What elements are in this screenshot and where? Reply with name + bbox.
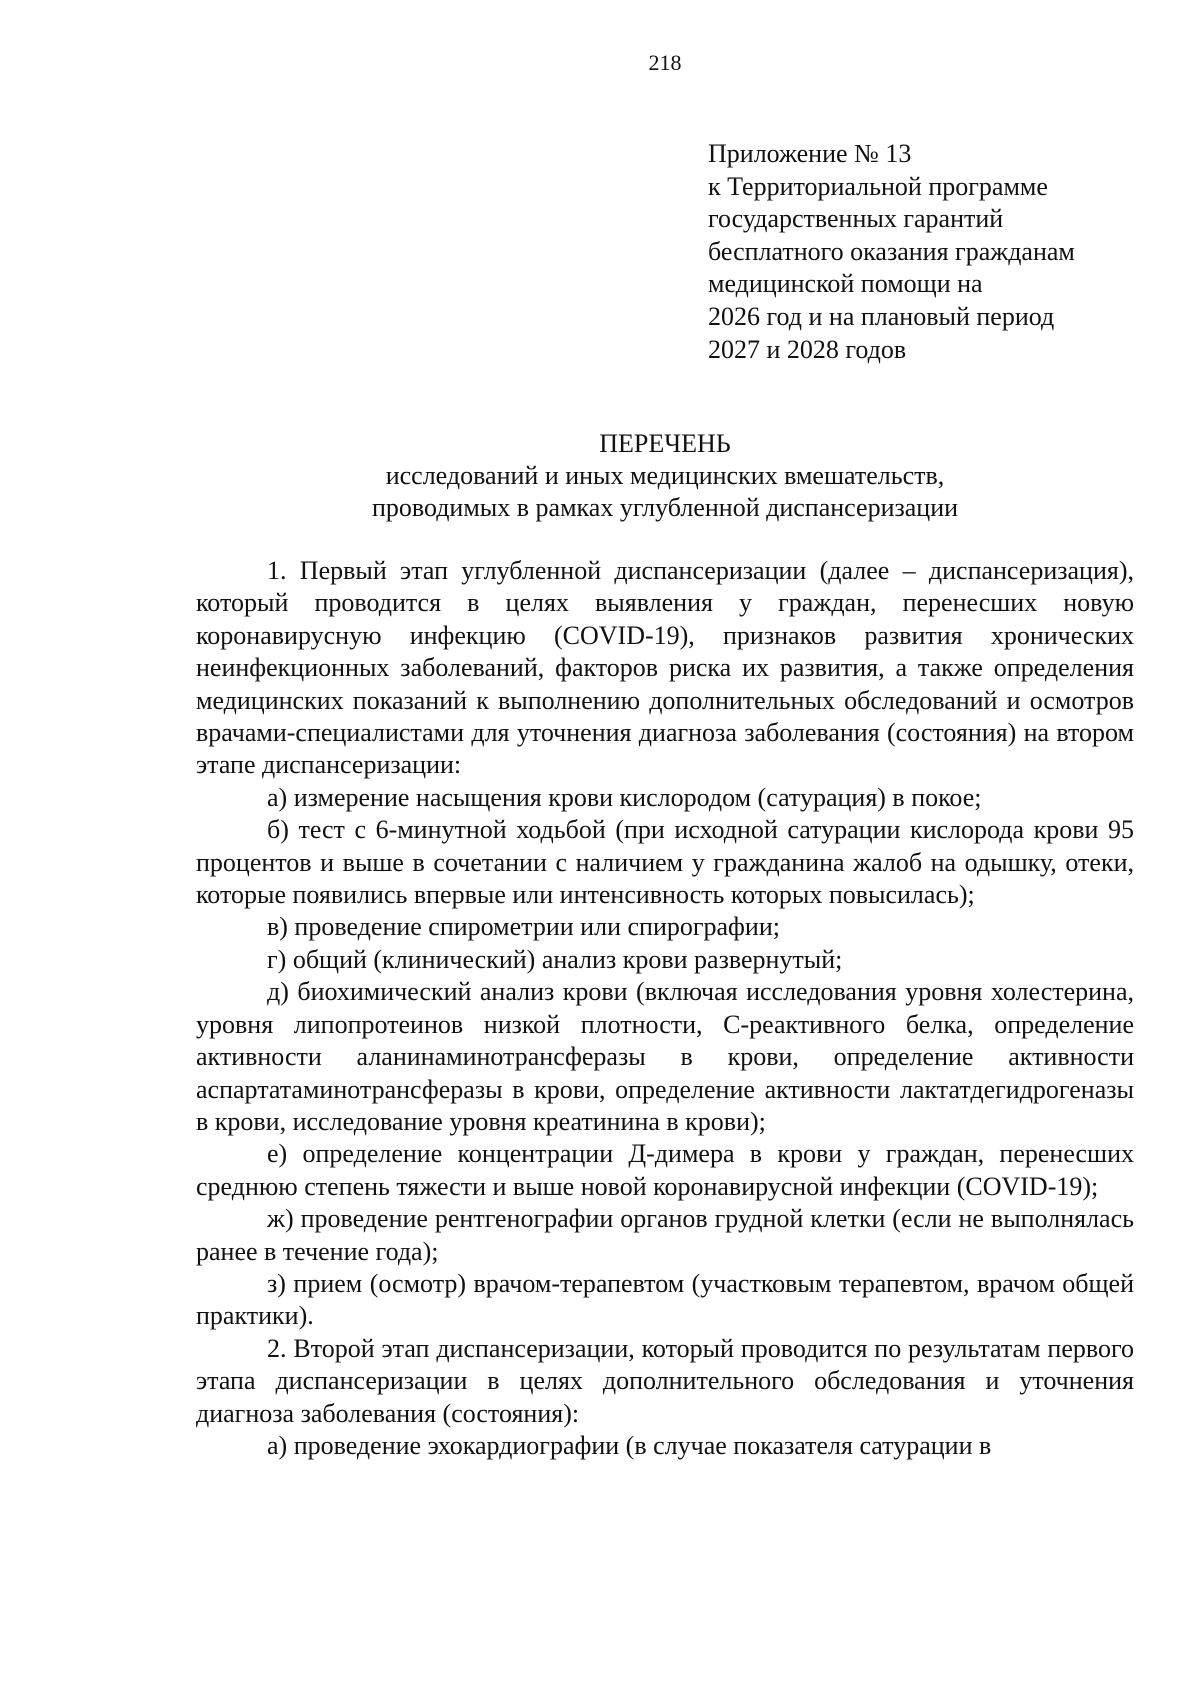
appendix-line: бесплатного оказания гражданам <box>708 236 1075 266</box>
appendix-line: к Территориальной программе <box>708 171 1048 201</box>
document-title: ПЕРЕЧЕНЬ <box>599 429 731 458</box>
list-item-g: г) общий (клинический) анализ крови развернутый; <box>267 944 843 974</box>
document-heading <box>0 428 1200 524</box>
appendix-line: 2026 год и на плановый период <box>708 301 1055 331</box>
list-item-d: д) биохимический анализ крови (включая исследования уровня холестерина, уровня липопротеинов низкой плотности, С-реактивного белка, определение активности аланинаминотрансферазы в крови, определение активности аспартатаминотрансферазы в крови, определение активности лактатдегидрогеназы в крови, исследование уровня креатинина в крови); <box>196 977 1134 1136</box>
appendix-reference <box>708 138 1168 366</box>
paragraph-stage-2: 2. Второй этап диспансеризации, который проводится по результатам первого этапа диспансеризации в целях дополнительного обследования и уточнения диагноза заболевания (состояния): <box>196 1333 1134 1428</box>
appendix-line: государственных гарантий <box>708 204 1004 234</box>
list-item-v: в) проведение спирометрии или спирографии; <box>267 912 780 942</box>
document-subtitle-line: исследований и иных медицинских вмешательств, <box>385 461 945 490</box>
list-item-e: е) определение концентрации Д-димера в крови у граждан, перенесших среднюю степень тяжести и выше новой коронавирусной инфекции (COVID-19); <box>196 1139 1134 1201</box>
list-item-z: з) прием (осмотр) врачом-терапевтом (участковым терапевтом, врачом общей практики). <box>196 1268 1134 1331</box>
list-item-a-stage-2: а) проведение эхокардиографии (в случае показателя сатурации в <box>267 1430 992 1460</box>
document-body <box>196 555 1134 1462</box>
list-item-zh: ж) проведение рентгенографии органов грудной клетки (если не выполнялась ранее в течение года); <box>196 1204 1134 1266</box>
appendix-line: 2027 и 2028 годов <box>708 334 907 364</box>
page-number: 218 <box>648 50 682 75</box>
appendix-line: медицинской помощи на <box>708 269 983 299</box>
list-item-a: а) измерение насыщения крови кислородом (сатурация) в покое; <box>267 782 982 812</box>
paragraph-stage-1: 1. Первый этап углубленной диспансеризации (далее – диспансеризация), который проводится в целях выявления у граждан, перенесших новую коронавирусную инфекцию (COVID-19), признаков развития хронических неинфекционных заболеваний, факторов риска их развития, а также определения медицинских показаний к выполнению дополнительных обследований и осмотров врачами-специалистами для уточнения диагноза заболевания (состояния) на втором этапе диспансеризации: <box>196 556 1134 780</box>
list-item-b: б) тест с 6-минутной ходьбой (при исходной сатурации кислорода крови 95 процентов и выше в сочетании с наличием у гражданина жалоб на одышку, отеки, которые появились впервые или интенсивность которых повысилась); <box>196 815 1134 910</box>
document-subtitle-line: проводимых в рамках углубленной диспансеризации <box>371 493 959 522</box>
appendix-line: Приложение № 13 <box>708 139 912 168</box>
